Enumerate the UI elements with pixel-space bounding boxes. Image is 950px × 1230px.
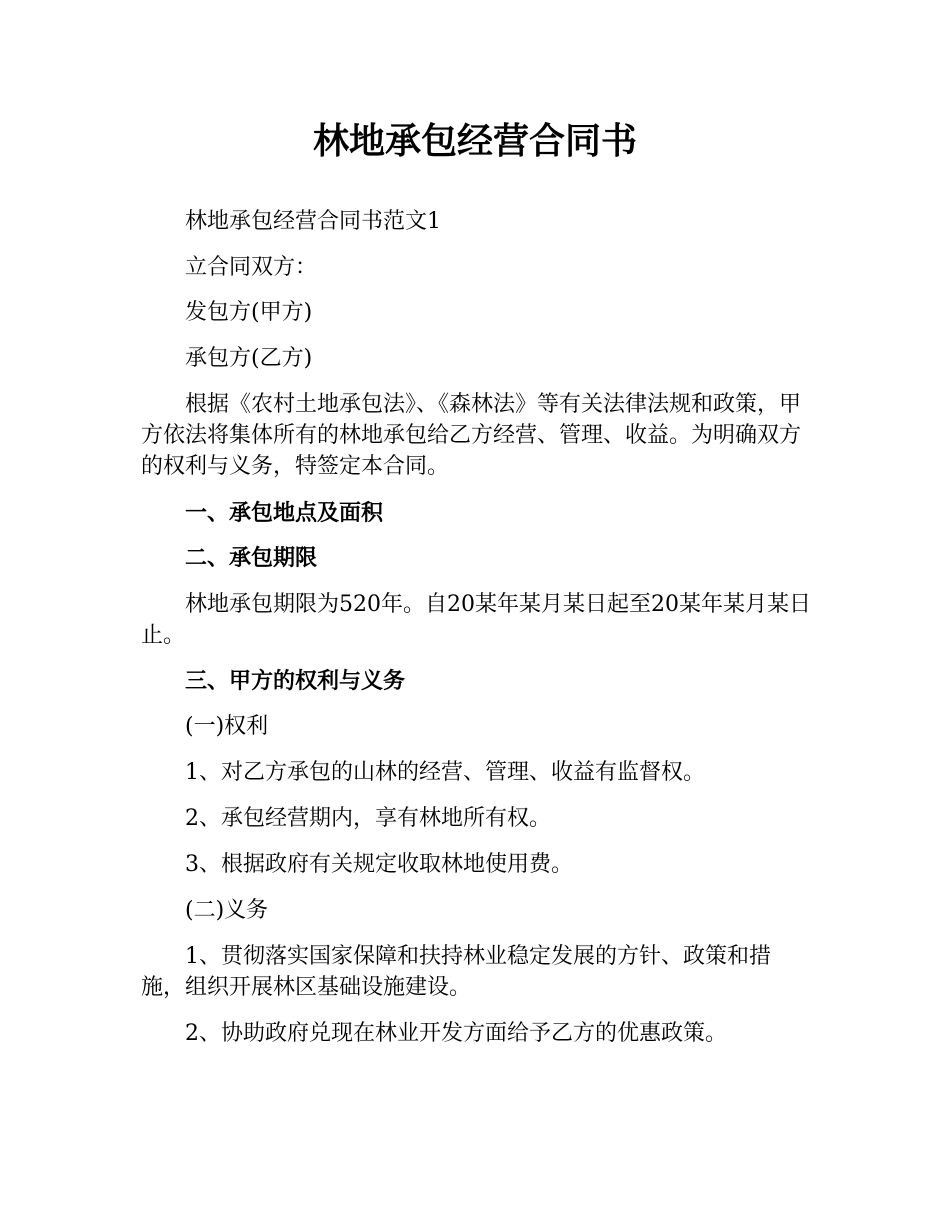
document-title: 林地承包经营合同书: [312, 121, 637, 162]
paragraph-parties-intro: 立合同双方：: [185, 255, 318, 280]
section-heading-location-area: 一、承包地点及面积: [185, 501, 384, 526]
section-heading-party-a-rights: 三、甲方的权利与义务: [185, 669, 406, 694]
paragraph-party-b: 承包方(乙方): [185, 346, 313, 371]
section-heading-term: 二、承包期限: [185, 546, 318, 571]
paragraph-preamble: 根据《农村土地承包法》、《森林法》等有关法律法规和政策，甲方依法将集体所有的林地承包给乙方经营、管理、收益。为明确双方的权利与义务，特签定本合同。: [141, 392, 802, 479]
list-item-duty-2: 2、协助政府兑现在林业开发方面给予乙方的优惠政策。: [185, 1021, 727, 1046]
list-item-right-3: 3、根据政府有关规定收取林地使用费。: [185, 852, 573, 877]
subheading-duties: (二)义务: [185, 898, 269, 923]
paragraph-sample-heading: 林地承包经营合同书范文1: [185, 209, 441, 234]
paragraph-term-detail: 林地承包期限为520年。自20某年某月某日起至20某年某月某日止。: [141, 592, 811, 648]
list-item-right-1: 1、对乙方承包的山林的经营、管理、收益有监督权。: [185, 760, 705, 785]
list-item-duty-1: 1、贯彻落实国家保障和扶持林业稳定发展的方针、政策和措施，组织开展林区基础设施建设。: [141, 944, 771, 1000]
subheading-rights: (一)权利: [185, 714, 269, 739]
list-item-right-2: 2、承包经营期内，享有林地所有权。: [185, 806, 551, 831]
paragraph-party-a: 发包方(甲方): [185, 300, 313, 325]
